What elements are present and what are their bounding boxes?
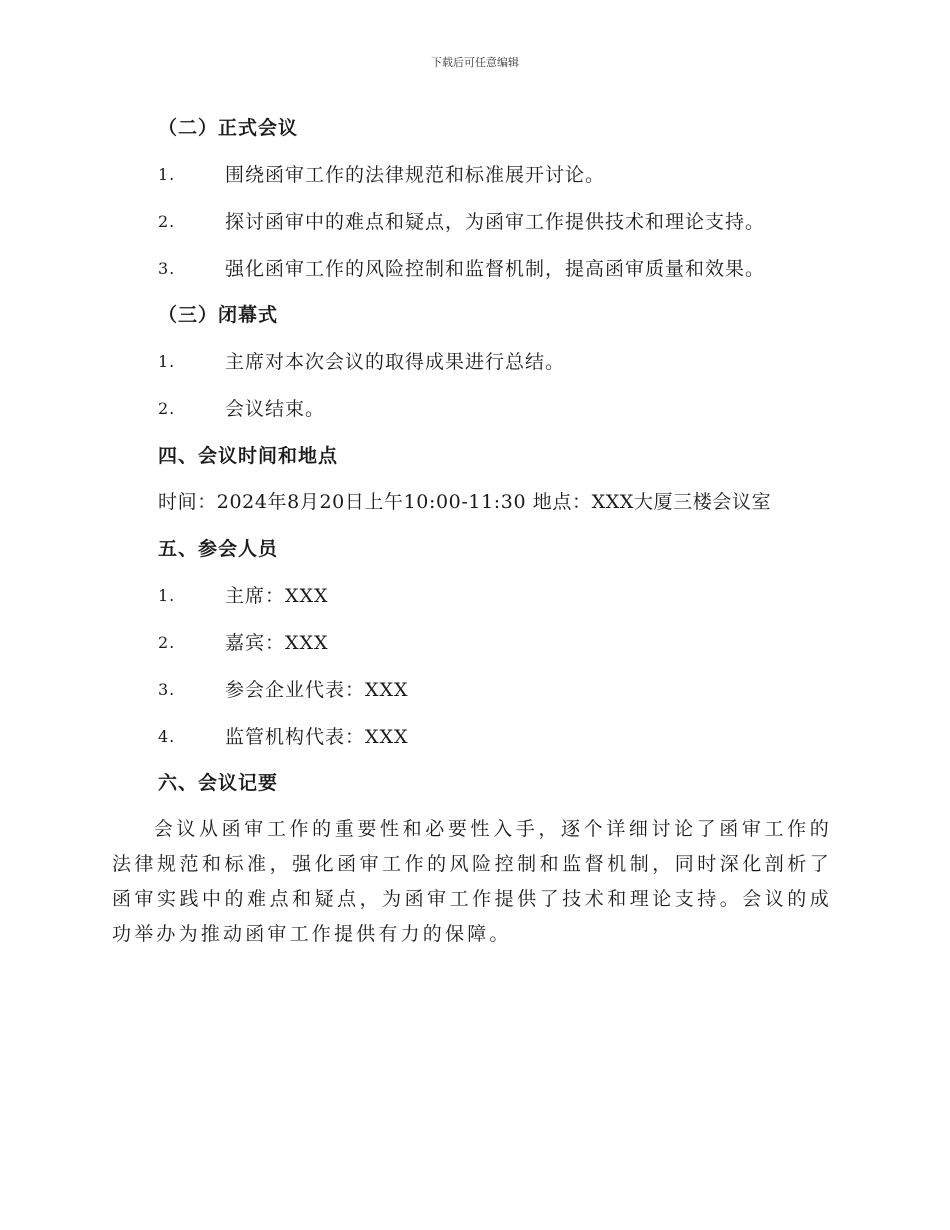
section-time-title: 四、会议时间和地点 [158, 445, 339, 467]
list-number: 1. [158, 165, 176, 184]
list-number: 2. [158, 633, 176, 652]
list-number: 1. [158, 586, 176, 605]
list-text: 围绕函审工作的法律规范和标准展开讨论。 [225, 164, 606, 186]
list-number: 3. [158, 680, 176, 699]
list-text: 嘉宾：XXX [225, 632, 329, 654]
list-number: 4. [158, 727, 176, 746]
list-text: 主席对本次会议的取得成果进行总结。 [225, 351, 566, 373]
list-text: 强化函审工作的风险控制和监督机制，提高函审质量和效果。 [225, 258, 766, 280]
time-location-text: 时间：2024年8月20日上午10:00-11:30 地点：XXX大厦三楼会议室 [158, 491, 772, 513]
page-header: 下载后可任意编辑 [431, 56, 519, 69]
list-text: 主席：XXX [225, 585, 329, 607]
list-text: 参会企业代表：XXX [225, 679, 409, 701]
list-number: 3. [158, 259, 176, 278]
section-formal-title: （二）正式会议 [158, 117, 299, 139]
list-number: 2. [158, 212, 176, 231]
list-text: 探讨函审中的难点和疑点，为函审工作提供技术和理论支持。 [225, 211, 766, 233]
list-number: 2. [158, 399, 176, 418]
section-minutes-title: 六、会议记要 [158, 772, 279, 794]
list-text: 会议结束。 [225, 398, 326, 420]
section-closing-title: （三）闭幕式 [158, 304, 279, 326]
list-number: 1. [158, 352, 176, 371]
section-attendees-title: 五、参会人员 [158, 538, 279, 560]
minutes-paragraph: 会议从函审工作的重要性和必要性入手，逐个详细讨论了函审工作的法律规范和标准，强化函审工作的风险控制和监督机制，同时深化剖析了函审实践中的难点和疑点，为函审工作提供了技术和理论支持。会议的成功举办为推动函审工作提供有力的保障。 [112, 818, 832, 945]
list-text: 监管机构代表：XXX [225, 726, 409, 748]
